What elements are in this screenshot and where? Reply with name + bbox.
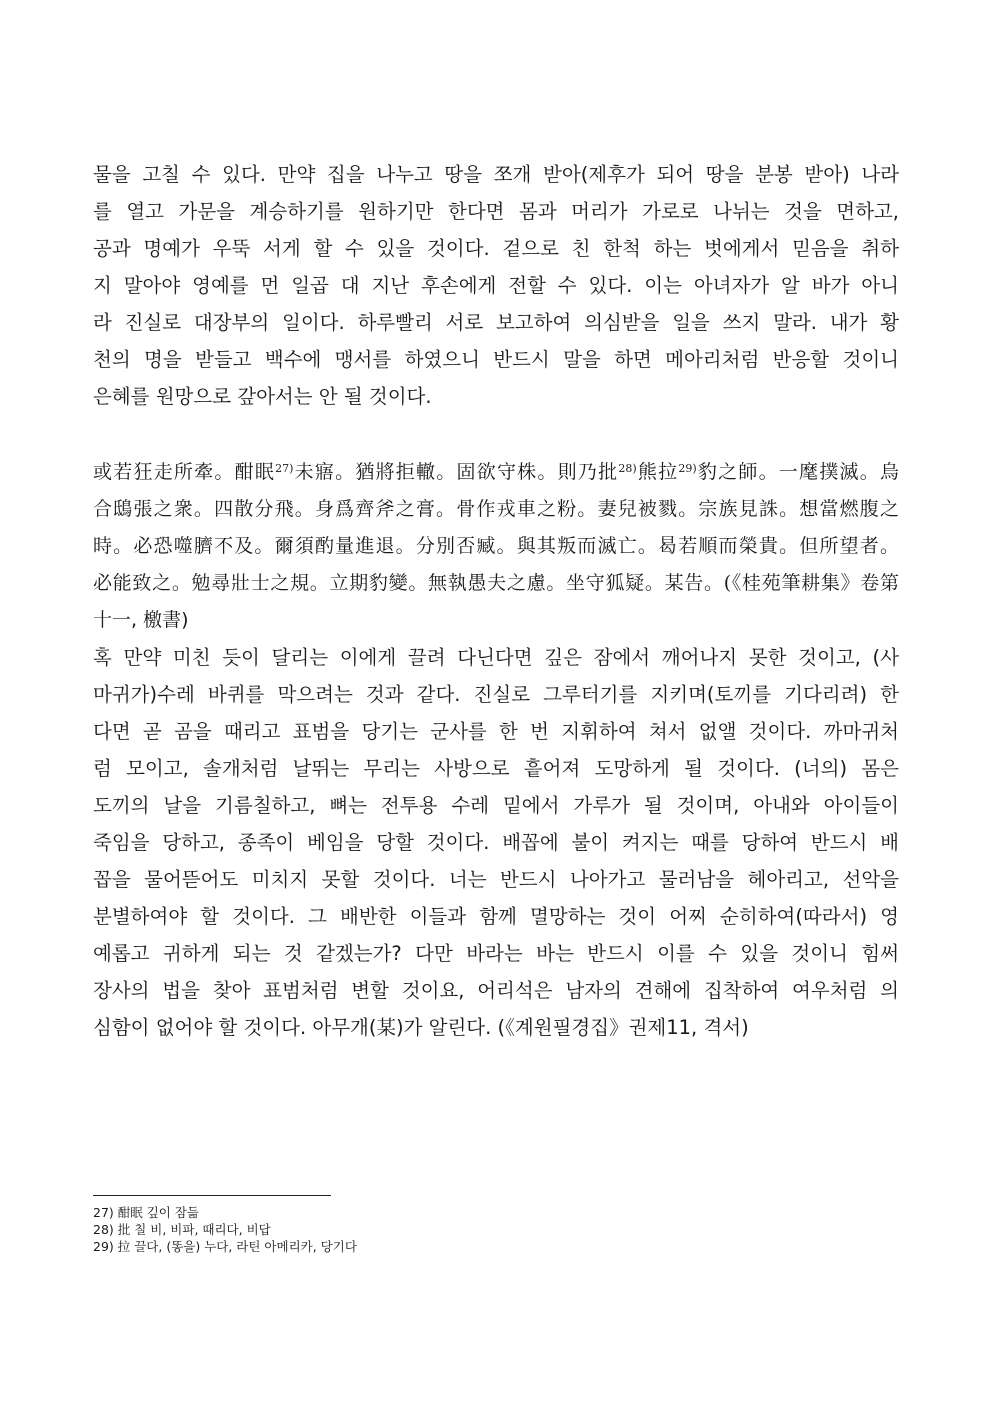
- text-line: 다면 곧 곰을 때리고 표범을 당기는 군사를 한 번 지휘하여 쳐서 없앨 것이다. 까마귀처: [93, 720, 899, 743]
- text-line: [93, 454, 899, 491]
- footnotes: [93, 1204, 593, 1255]
- text-segment: 熊拉: [636, 461, 679, 483]
- footnote-divider: [93, 1195, 331, 1196]
- text-line: 혹 만약 미친 듯이 달리는 이에게 끌려 다닌다면 깊은 잠에서 깨어나지 못한 것이고, (사: [93, 646, 899, 669]
- classical-chinese-paragraph: [93, 454, 899, 639]
- footnote-ref-28[interactable]: 28): [618, 462, 637, 475]
- translation-paragraph-2: [93, 639, 899, 1046]
- text-line: 물을 고칠 수 있다. 만약 집을 나누고 땅을 쪼개 받아(제후가 되어 땅을 분봉 받아) 나라: [93, 163, 899, 186]
- text-line: 를 열고 가문을 계승하기를 원하기만 한다면 몸과 머리가 가로로 나뉘는 것을 면하고,: [93, 200, 899, 223]
- text-line: 合鴟張之衆。四散分飛。身爲齊斧之膏。骨作戎車之粉。妻兒被戮。宗族見誅。想當燃腹之: [93, 498, 899, 520]
- footnote-29: 29) 拉 끌다, (똥을) 누다, 라틴 아메리카, 당기다: [93, 1239, 357, 1254]
- text-line: 必能致之。勉尋壯士之規。立期豹變。無執愚夫之慮。坐守狐疑。某告。(《桂苑筆耕集》卷第: [93, 572, 899, 594]
- text-line: 예롭고 귀하게 되는 것 같겠는가? 다만 바라는 바는 반드시 이를 수 있을 것이니 힘써: [93, 942, 899, 965]
- text-line: 천의 명을 받들고 백수에 맹서를 하였으니 반드시 말을 하면 메아리처럼 반응할 것이니: [93, 348, 899, 371]
- text-line: 죽임을 당하고, 종족이 베임을 당할 것이다. 배꼽에 불이 켜지는 때를 당하여 반드시 배: [93, 831, 899, 854]
- footnote-28: 28) 批 칠 비, 비파, 때리다, 비답: [93, 1222, 271, 1237]
- text-line: 지 말아야 영예를 먼 일곱 대 지난 후손에게 전할 수 있다. 이는 아녀자가 알 바가 아니: [93, 274, 899, 297]
- footnote-ref-27[interactable]: 27): [275, 462, 294, 475]
- text-line: 라 진실로 대장부의 일이다. 하루빨리 서로 보고하여 의심받을 일을 쓰지 말라. 내가 황: [93, 311, 899, 334]
- text-segment: 或若狂走所牽。酣眠: [93, 461, 276, 483]
- footnote-27: 27) 酣眠 깊이 잠듦: [93, 1205, 200, 1220]
- text-line: 공과 명예가 우뚝 서게 할 수 있을 것이다. 겉으로 친 한척 하는 벗에게서 믿음을 취하: [93, 237, 899, 260]
- text-line: 분별하여야 할 것이다. 그 배반한 이들과 함께 멸망하는 것이 어찌 순히하여(따라서) 영: [93, 905, 899, 928]
- text-line: 時。必恐噬臍不及。爾須酌量進退。分別否臧。與其叛而滅亡。曷若順而榮貴。但所望者。: [93, 535, 899, 557]
- text-line: 럼 모이고, 솔개처럼 날뛰는 무리는 사방으로 흩어져 도망하게 될 것이다. (너의) 몸은: [93, 757, 899, 780]
- translation-paragraph-1: [93, 156, 899, 415]
- text-line: 장사의 법을 찾아 표범처럼 변할 것이요, 어리석은 남자의 견해에 집착하여 여우처럼 의: [93, 979, 899, 1002]
- text-line: 꼽을 물어뜯어도 미치지 못할 것이다. 너는 반드시 나아가고 물러남을 헤아리고, 선악을: [93, 868, 899, 891]
- text-line: 도끼의 날을 기름칠하고, 뼈는 전투용 수레 밑에서 가루가 될 것이며, 아내와 아이들이: [93, 794, 899, 817]
- text-line: 마귀가)수레 바퀴를 막으려는 것과 같다. 진실로 그루터기를 지키며(토끼를 기다리려) 한: [93, 683, 899, 706]
- footnote-ref-29[interactable]: 29): [678, 462, 697, 475]
- text-segment: 未寤。猶將拒轍。固欲守株。則乃批: [293, 461, 619, 483]
- text-line: 十一, 檄書): [93, 609, 189, 631]
- text-segment: 豹之師。一麾撲滅。烏: [696, 461, 899, 483]
- text-line: 심함이 없어야 할 것이다. 아무개(某)가 알린다. (《계원필경집》권제11, 격서): [93, 1016, 749, 1039]
- text-line: 은혜를 원망으로 갚아서는 안 될 것이다.: [93, 385, 432, 408]
